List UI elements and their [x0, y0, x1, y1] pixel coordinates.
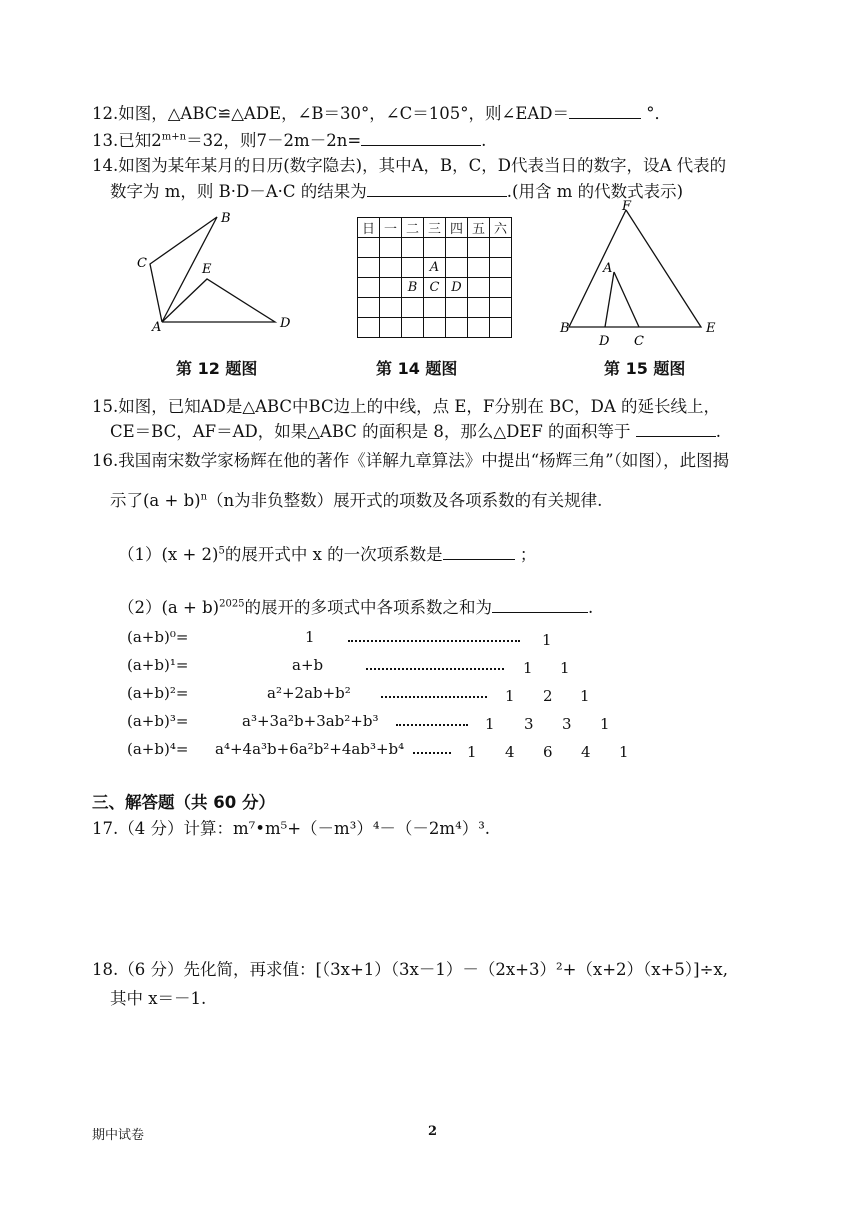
q16-p1-a: （1）(x + 2)	[118, 545, 219, 564]
q16-line2-exp: n	[200, 491, 208, 503]
question-18-line2: 其中 x＝－1.	[110, 989, 207, 1008]
yh-row2-dots	[381, 696, 487, 698]
yh-row2-c2: 1	[580, 687, 590, 705]
cal-header-sat: 六	[490, 218, 512, 238]
yh-row0-dots	[348, 640, 520, 642]
yh-row3-lhs: (a+b)³=	[127, 712, 189, 730]
q16-p1-answer-blank[interactable]	[443, 543, 515, 560]
q16-p2-c: .	[588, 598, 594, 617]
cal-cell-b: B	[402, 278, 424, 298]
yh-row1-c0: 1	[523, 659, 533, 677]
fig15-triangle-def	[569, 210, 701, 327]
q13-suffix: .	[481, 131, 487, 150]
yh-row1-c1: 1	[560, 659, 570, 677]
yh-row3-expr: a³+3a²b+3ab²+b³	[242, 712, 379, 730]
question-18-line1: 18.（6 分）先化简，再求值：[（3x+1）（3x－1）－（2x+3）²+（x+2）（x+5）]÷x,	[92, 960, 728, 979]
cal-header-thu: 四	[446, 218, 468, 238]
question-15-line1: 15.如图，已知AD是△ABC中BC边上的中线，点 E，F分别在 BC，DA 的延长线上，	[92, 397, 721, 416]
fig15-label-e: E	[706, 321, 716, 336]
q14-suffix: .(用含 m 的代数式表示)	[506, 182, 684, 201]
cal-header-sun: 日	[358, 218, 380, 238]
fig12-label-d: D	[280, 316, 291, 331]
question-13	[92, 127, 486, 151]
q12-text: 12.如图，△ABC≌△ADE，∠B＝30°，∠C＝105°，则∠EAD＝	[92, 104, 570, 123]
yh-row1-lhs: (a+b)¹=	[127, 656, 189, 674]
question-16-part1	[118, 541, 536, 565]
figure-15	[555, 200, 730, 350]
footer-label: 期中试卷	[92, 1128, 145, 1143]
q13-mid: ＝32，则7－2m－2n=	[186, 131, 362, 150]
q16-p1-exp: 5	[218, 545, 225, 557]
section-3-title: 三、解答题（共 60 分）	[92, 793, 275, 812]
fig12-triangle-ade	[162, 279, 275, 322]
yh-row4-c2: 6	[543, 743, 553, 761]
yh-row3-dots	[396, 724, 468, 726]
fig12-label-c: C	[137, 256, 147, 271]
q13-answer-blank[interactable]	[361, 129, 481, 146]
fig15-label-c: C	[634, 334, 644, 349]
cal-cell-c: C	[424, 278, 446, 298]
question-16-line1: 16.我国南宋数学家杨辉在他的著作《详解九章算法》中提出“杨辉三角”（如图），此图揭	[92, 451, 730, 470]
q14-answer-blank[interactable]	[367, 180, 507, 197]
yh-row4-c1: 4	[505, 743, 515, 761]
q16-p2-exp: 2025	[219, 598, 245, 610]
yh-row4-c0: 1	[467, 743, 477, 761]
cal-header-mon: 一	[380, 218, 402, 238]
q16-line2-b: （n为非负整数）展开式的项数及各项系数的有关规律.	[207, 491, 603, 510]
fig15-label-a: A	[603, 261, 613, 276]
fig12-label-b: B	[221, 211, 231, 226]
cal-header-tue: 二	[402, 218, 424, 238]
yh-row4-c4: 1	[619, 743, 629, 761]
yh-row2-c0: 1	[505, 687, 515, 705]
fig14-caption: 第 14 题图	[376, 359, 458, 378]
yh-row0-lhs: (a+b)⁰=	[127, 628, 189, 646]
q14-text: 数字为 m，则 B·D－A·C 的结果为	[110, 182, 367, 201]
fig12-label-e: E	[202, 262, 212, 277]
fig15-label-b: B	[560, 321, 570, 336]
question-12	[92, 100, 671, 124]
q16-p2-a: （2）(a + b)	[118, 598, 220, 617]
fig15-label-f: F	[622, 200, 632, 214]
cal-cell-a: A	[424, 258, 446, 278]
q12-answer-blank[interactable]	[569, 102, 641, 119]
yh-row0-c0: 1	[542, 631, 552, 649]
q16-line2-a: 示了(a + b)	[110, 491, 201, 510]
yh-row3-c1: 3	[524, 715, 534, 733]
fig12-caption: 第 12 题图	[176, 359, 258, 378]
yh-row3-c0: 1	[485, 715, 495, 733]
yh-row3-c2: 3	[562, 715, 572, 733]
page-number: 2	[428, 1124, 438, 1139]
cal-header-wed: 三	[424, 218, 446, 238]
yh-row1-dots	[366, 668, 504, 670]
q13-prefix: 13.已知2	[92, 131, 162, 150]
fig15-segment-ac	[614, 272, 639, 327]
cal-header-fri: 五	[468, 218, 490, 238]
fig15-segment-ad	[605, 272, 614, 327]
yh-row4-expr: a⁴+4a³b+6a²b²+4ab³+b⁴	[215, 740, 405, 758]
question-16-part2	[118, 594, 593, 618]
cal-cell-d: D	[446, 278, 468, 298]
q16-p1-c: ；	[519, 545, 537, 564]
yh-row2-lhs: (a+b)²=	[127, 684, 189, 702]
q15-suffix: .	[715, 422, 722, 441]
q16-p2-answer-blank[interactable]	[492, 596, 588, 613]
q15-text: CE＝BC，AF＝AD，如果△ABC 的面积是 8，那么△DEF 的面积等于	[110, 422, 631, 441]
question-15-line2	[110, 418, 721, 442]
q16-p2-b: 的展开的多项式中各项系数之和为	[244, 598, 493, 617]
yh-row2-expr: a²+2ab+b²	[267, 684, 351, 702]
question-16-line2	[110, 487, 602, 511]
figure-14-calendar	[357, 217, 512, 338]
question-14-line2	[110, 178, 683, 202]
yh-row3-c3: 1	[600, 715, 610, 733]
figure-12	[130, 205, 300, 335]
question-17: 17.（4 分）计算：m⁷•m⁵+（－m³）⁴－（－2m⁴）³.	[92, 819, 491, 838]
yh-row2-c1: 2	[543, 687, 553, 705]
fig12-label-a: A	[152, 320, 162, 335]
yh-row4-lhs: (a+b)⁴=	[127, 740, 189, 758]
yh-row0-expr: 1	[305, 628, 315, 646]
q13-exponent: m+n	[161, 131, 187, 143]
yh-row4-dots	[413, 752, 451, 754]
fig15-caption: 第 15 题图	[604, 359, 686, 378]
q16-p1-b: 的展开式中 x 的一次项系数是	[224, 545, 443, 564]
q15-answer-blank[interactable]	[636, 420, 716, 437]
question-14-line1: 14.如图为某年某月的日历(数字隐去)，其中A，B，C，D代表当日的数字，设A 代表的	[92, 156, 727, 175]
yh-row1-expr: a+b	[292, 656, 324, 674]
fig15-label-d: D	[599, 334, 610, 349]
yh-row4-c3: 4	[581, 743, 591, 761]
q12-suffix: °．	[646, 104, 672, 123]
